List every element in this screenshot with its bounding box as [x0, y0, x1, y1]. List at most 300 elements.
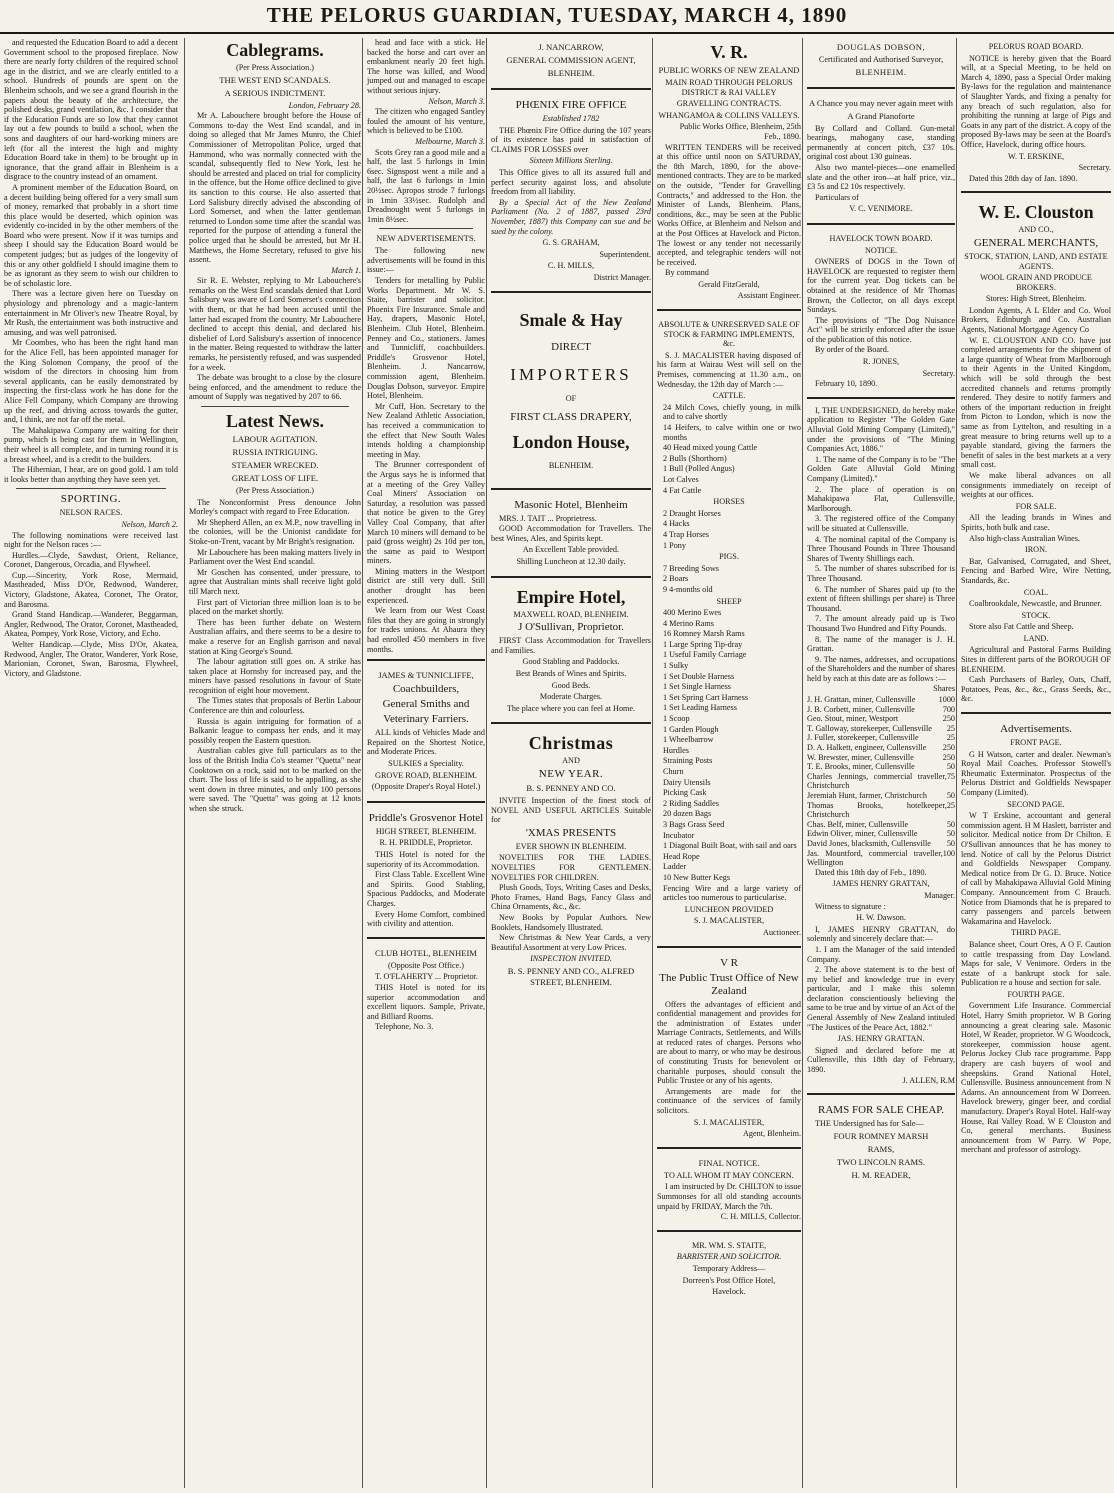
ad-address: Dorreen's Post Office Hotel, — [682, 1275, 776, 1285]
list-item: 1 Pony — [663, 540, 686, 550]
ad-text: By a Special Act of the New Zealand Parliament (No. 2 of 1887, passed 23rd November, 1887) this Company can sue and be sued by the colony. — [491, 197, 651, 236]
ad-text: The place where you can feel at Home. — [506, 703, 636, 713]
divider — [367, 801, 485, 803]
ad-text: 2. The place of operation is on Mahakipawa Flat, Cullensville, Marlborough. — [807, 484, 955, 513]
ad-heading: General Smiths and — [382, 698, 470, 711]
ad-text: EVER SHOWN IN BLENHEIM. — [515, 841, 627, 851]
latest-news-title: Latest News. — [226, 411, 324, 431]
news-paragraph: and requested the Education Board to add a decent Government school to the proposed fireplace. Now there are nearly forty children of the required school age in the district, and we are clearly entitled to a school. Hundreds of pounds are spent on the Blenheim schools, and we see a grand flourish in the papers about the beauty of the architecture, the polished desks, grand ventilation, &c. I consider that if the Education Funds are so low that they cannot lay out a few pounds to build a school, when the sons and daughters of our hard-working miners are left (for all the interest the high and mighty Education Board take in them) to be brought up in ignorance, that the grand affair in Blenheim is a disgrace to the country instead of an ornament. — [4, 38, 178, 182]
ad-priddles-grosvenor-hotel — [367, 808, 485, 932]
ad-golden-gate-company — [807, 404, 955, 1088]
ad-phoenix-fire-office — [491, 95, 651, 286]
ad-text: I, JAMES HENRY GRATTAN, do solemnly and sincerely declare that:— — [807, 924, 955, 944]
news-paragraph: The following nominations were received last night for the Nelson races :— — [4, 530, 178, 550]
ad-text: AND — [562, 756, 580, 766]
divider — [961, 191, 1111, 193]
dateline: Melbourne, March 3. — [415, 136, 485, 146]
shareholder-name: Edwin Oliver, miner, Cullensville — [807, 829, 918, 839]
divider — [657, 946, 801, 948]
ad-signature: JAMES HENRY GRATTAN, — [832, 879, 930, 889]
news-paragraph: Mining matters in the Westport district are still very dull. Still another drought has been experienced. — [367, 566, 485, 605]
ad-text: Offers the advantages of efficient and confidential management and provides for the administration of Estates under Marriage Contracts, Settlements, and Wills at reduced rates of charges. Persons who are about to marry, or who may be desirous of constituting Trusts for benevolent or charitable purposes, should consult the Public Trustee or any of his agents. — [657, 999, 801, 1086]
divider — [367, 659, 485, 661]
ad-text: INVITE Inspection of the finest stock of NOVEL AND USEFUL ARTICLES Suitable for — [491, 796, 651, 825]
ad-james-tunnicliffe — [367, 666, 485, 796]
shareholder-shares: 25 — [946, 800, 955, 810]
ad-text: (Opposite Post Office.) — [387, 960, 465, 970]
news-paragraph: The debate was brought to a close by the closure being enforced, and the amendment to reduce the amount of Supply was negatived by 207 to 66. — [189, 373, 361, 402]
list-item: Churn — [663, 767, 684, 776]
ad-signature: Gerald FitzGerald, — [698, 279, 760, 289]
list-item: 4 Hacks — [663, 519, 690, 529]
divider — [807, 87, 955, 89]
sub-heading: RUSSIA INTRIGUING. — [232, 447, 318, 457]
list-item: 1 Set Double Harness — [663, 671, 735, 681]
ad-text: Good Stabling and Paddocks. — [522, 657, 620, 667]
ad-text: 1. The name of the Company is to be "The Golden Gate Alluvial Gold Mining Company (Limited)." — [807, 454, 955, 483]
ad-auction-sale — [657, 316, 801, 940]
ad-signature: C. H. MILLS, — [547, 261, 595, 271]
list-item — [807, 705, 955, 715]
ad-text: NOTICE is hereby given that the Board will, at a Special Meeting, to be held on March 4, 1890, pass a Special Order making By-laws for the regulation and maintenance of Slaughter Yards, and fixing a penalty for any breach of such regulation, also for prohibiting the running at large of Pigs and Goats in any part of the district. A copy of the proposed By-laws may be seen at the Board's Office, Havelock, during office hours. — [961, 53, 1111, 149]
sub-heading: GREAT LOSS OF LIFE. — [231, 473, 319, 483]
ad-signature: W. T. ERSKINE, — [1007, 151, 1065, 161]
ad-text: Telephone, No. 3. — [375, 1022, 434, 1032]
list-item: 4 Fat Cattle — [663, 485, 702, 495]
ad-public-trust — [657, 953, 801, 1142]
ad-text: 6. The number of Shares paid up (to the extent of fifteen shillings per share) is Three Thousand. — [807, 584, 955, 613]
news-paragraph: Tenders for metalling by Public Works Department. Mr W. S. Staite, barrister and solicitor. Phoenix Fire Insurance. Smale and Hay, drapers, Masonic Hotel, Blenheim. Club Hotel, Blenheim. Penney and Co., stationers. James and Tunnicliff, coachbuilders. Priddle's Grosvenor Hotel, Blenheim. J. Nancarrow, commission agent, Blenheim. Douglas Dobson, surveyor. Empire Hotel, Blenheim. — [367, 276, 485, 401]
ad-text: TWO LINCOLN RAMS. — [836, 1156, 926, 1167]
news-paragraph: Mr Shepherd Allen, an ex M.P., now travelling in the colonies, will be the Unionist candidate for Stoke-on-Trent, vacant by Mr Bright's resignation. — [189, 517, 361, 546]
ad-text: By order of the Board. — [815, 345, 889, 355]
ad-signature: JAS. HENRY GRATTAN. — [837, 1034, 925, 1044]
index-section: FOURTH PAGE. — [1007, 989, 1065, 999]
ad-masonic-hotel — [491, 495, 651, 571]
list-item — [807, 839, 955, 849]
ad-signature: C. H. MILLS, Collector. — [720, 1212, 801, 1222]
ad-text: ALL kinds of Vehicles Made and Repaired on the Shortest Notice, and Moderate Prices. — [367, 728, 485, 757]
ad-text: 1. I am the Manager of the said intended Company. — [807, 944, 955, 964]
list-item: Head Rope — [663, 851, 700, 861]
list-item: 24 Milch Cows, chiefly young, in milk and to calve shortly — [663, 402, 801, 422]
ad-text: Also two mantel-pieces—one enamelled slate and the other iron—at half price, viz., £3 5s and £2 10s respectively. — [807, 162, 955, 192]
ad-heading: FOR SALE. — [1015, 501, 1057, 511]
ad-public-works — [657, 38, 801, 304]
index-text: Balance sheet, Court Ores, A O F. Caution to cattle trespassing from Day Lowland. Maps for sale, V Venimore. Orders in the estate of a bankrupt stock for sale. Publication re a house and section for sale. — [961, 939, 1111, 988]
list-item: Incubator — [663, 830, 695, 840]
ad-signature: S. J. MACALISTER, — [693, 1117, 765, 1127]
list-item: Ladder — [663, 862, 687, 872]
ad-pelorus-road-board — [961, 38, 1111, 186]
news-paragraph: There was a lecture given here on Tuesday on physiology and phrenology and a magic-lantern entertainment in Mr Oliver's new Theatre Royal, by Mr Rush, the entertainment was both instructive and amusing, and was well patronised. — [4, 289, 178, 337]
news-paragraph: The Nonconformist Press denounce John Morley's compact with regard to Free Education. — [189, 497, 361, 517]
ad-text: Public Works Office, Blenheim, 25th Feb., 1890. — [679, 122, 801, 141]
list-item — [807, 695, 955, 705]
list-item: 1 Scoop — [663, 714, 690, 724]
ad-heading: V R — [720, 956, 738, 969]
ad-text: This Office gives to all its assured full and perfect security against loss, and absolute freedom from all liability. — [491, 167, 651, 197]
shareholder-shares: 250 — [942, 752, 955, 762]
list-item — [807, 849, 955, 868]
column-4 — [486, 38, 655, 1488]
ad-heading: GENERAL MERCHANTS, — [973, 236, 1099, 249]
ad-text: New Christmas & New Year Cards, a very Beautiful Assortment at very Low Prices. — [491, 933, 651, 952]
ad-signature: J. ALLEN, R.M — [902, 1075, 955, 1085]
sub-heading: THE WEST END SCANDALS. — [219, 74, 331, 85]
shareholder-list — [807, 695, 955, 868]
list-item: 400 Merino Ewes — [663, 608, 722, 618]
ad-heading: Masonic Hotel, Blenheim — [514, 498, 628, 511]
shareholder-shares: 25 — [946, 733, 955, 743]
ad-text: NOVELTIES FOR THE LADIES. NOVELTIES FOR GENTLEMEN. NOVELTIES FOR CHILDREN. — [491, 853, 651, 882]
ad-text: Good Beds. — [551, 680, 591, 690]
ad-signature: Secretary. — [922, 368, 955, 378]
sub-heading: NELSON RACES. — [59, 508, 123, 518]
news-paragraph: The labour agitation still goes on. A strike has taken place at Hornsby for increased pay, and the miners have passed resolutions in favour of State recognition of eight hour movement. — [189, 657, 361, 695]
divider — [491, 576, 651, 578]
list-item: 1 Garden Plough — [663, 724, 719, 734]
ad-heading: HAVELOCK TOWN BOARD. — [829, 233, 933, 243]
list-item: 1 Bull (Polled Angus) — [663, 464, 735, 474]
masthead: THE PELORUS GUARDIAN, TUESDAY, MARCH 4, 1890 — [0, 0, 1114, 34]
list-item: 20 dozen Bags — [663, 809, 712, 819]
list-item: 1 Sulky — [663, 661, 689, 671]
index-section: THIRD PAGE. — [1011, 928, 1061, 938]
news-paragraph: Cup.—Sincerity, York Rose, Mermaid, Mastheaded, Miss D'Or, Redwood, Wanderer, Victory, Gladstone, Akatea, Coronet, The Orator, and Barosma. — [4, 570, 178, 609]
list-item — [807, 829, 955, 839]
list-item: 4 Trap Horses — [663, 529, 709, 539]
list-item: 16 Romney Marsh Rams — [663, 629, 745, 639]
list-item: 9 4-months old — [663, 584, 713, 594]
shareholder-name: Jeremiah Hunt, farmer, Christchurch — [807, 791, 927, 800]
ad-proprietor: MRS. J. TAIT ... Proprietress. — [499, 513, 597, 523]
ad-address: B. S. PENNEY AND CO., ALFRED STREET, BLENHEIM. — [507, 965, 635, 987]
list-item: Hurdles — [663, 745, 689, 755]
ad-proprietor: R. H. PRIDDLE, Proprietor. — [379, 838, 473, 848]
ad-signature: V. C. VENIMORE. — [849, 204, 913, 214]
ad-heading: Coachbuilders, — [392, 683, 460, 696]
news-paragraph: The Times states that proposals of Berlin Labour Conference are thin and colourless. — [189, 696, 361, 716]
shareholder-name: David Jones, blacksmith, Cullensville — [807, 838, 931, 848]
list-item: Lot Calves — [663, 474, 699, 484]
ad-proprietor: T. O'FLAHERTY ... Proprietor. — [375, 972, 478, 982]
list-item: 2 Riding Saddles — [663, 798, 719, 808]
ad-heading: ABSOLUTE & UNRESERVED SALE OF STOCK & FARMING IMPLEMENTS, &c. — [658, 320, 800, 349]
news-paragraph: Mr Cuff, Hon. Secretary to the New Zealand Athletic Association, has received a communication to the effect that New South Wales intends holding a championship meeting in May. — [367, 401, 485, 459]
index-section: SECOND PAGE. — [1007, 799, 1065, 809]
ad-text: Plush Goods, Toys, Writing Cases and Desks, Photo Frames, Hand Bags, Fancy Glass and China Ornaments, &c., &c. — [491, 883, 651, 912]
ad-heading: NEW YEAR. — [538, 768, 604, 780]
ad-heading: GRAVELLING CONTRACTS. — [676, 99, 782, 109]
list-item: 1 Set Leading Harness — [663, 703, 737, 713]
ad-heading: GENERAL COMMISSION AGENT, — [506, 55, 636, 65]
cablegrams-title: Cablegrams. — [226, 40, 324, 60]
ad-text: THIS Hotel is noted for the superiority of its Accommodation. — [367, 849, 485, 869]
ad-text: Coalbrookdale, Newcastle, and Brunner. — [969, 599, 1102, 609]
list-item: 40 Head mixed young Cattle — [663, 443, 758, 453]
shareholder-name: J. Fuller, storekeeper, Cullensville — [807, 733, 919, 743]
divider — [491, 722, 651, 724]
ad-heading: J. NANCARROW, — [538, 42, 604, 52]
ad-text: The provisions of "The Dog Nuisance Act" will be strictly enforced after the issue of the publication of this notice. — [807, 315, 955, 344]
ad-proprietor: J O'Sullivan, Proprietor. — [518, 621, 624, 634]
news-paragraph: Mr Coombes, who has been the right hand man for the Alice Fell, has been appointed manager for the King Solomon Company, the proof of the wisdom of the directors in choosing him from several applicants, can be easily demonstrated by inspecting the first-class work he has done for the Alice Fell Company, which Company are throwing up the reef, and driving across towards the gutter, and, I think, are not far off the metal. — [4, 338, 178, 425]
list-item: Dairy Utensils — [663, 777, 711, 787]
ad-heading: TO ALL WHOM IT MAY CONCERN. — [664, 1170, 794, 1180]
ad-text: GOOD Accommodation for Travellers. The best Wines, Ales, and Spirits kept. — [491, 524, 651, 543]
column-6 — [802, 38, 959, 1488]
ad-signature: Superintendent. — [599, 249, 651, 259]
ad-address: BLENHEIM. — [548, 461, 594, 471]
ad-text: Agricultural and Pastoral Farms Building Sites in different parts of the BOROUGH OF BLENHEIM. — [961, 645, 1111, 674]
news-paragraph: Welter Handicap.—Clyde, Miss D'Or, Akatea, Redwood, Angler, The Orator, Wanderer, York Rose, Marionian, Coronet, Swan, Barosma, Flywheel, Victory, and Gladstone. — [4, 640, 178, 678]
ad-text: LUNCHEON PROVIDED — [684, 904, 774, 914]
ad-text: 2. The above statement is to the best of my belief and knowledge true in every particular, and I make this solemn declaration conscientiously believing the same to be true and by virtue of an Act of the General Assembly of New Zealand intituled "The Justices of the Peace Act, 1882." — [807, 965, 956, 1032]
ad-text: 9. The names, addresses, and occupations of the Shareholders and the number of shares held by each at this date are as follows :— — [807, 654, 956, 683]
ad-staite-solicitor — [657, 1237, 801, 1301]
index-text: G H Watson, carter and dealer. Newman's Royal Mail Coaches. Professor Stowell's Rheumatic Exterminator. Prospectus of the Pelorus District and Goldfields Newspaper Company (Limited). — [961, 749, 1111, 797]
shareholder-name: D. A. Halkett, engineer, Cullensville — [807, 743, 927, 753]
ad-heading: B. S. PENNEY AND CO. — [526, 783, 616, 793]
ad-text: 8. The name of the manager is J. H. Grattan. — [807, 634, 955, 654]
divider — [201, 406, 349, 407]
list-item — [807, 820, 955, 830]
shareholder-shares: 250 — [942, 743, 955, 753]
section-heading: SPORTING. — [60, 493, 122, 506]
shareholder-name: Chas. Belf, miner, Cullensville — [807, 819, 909, 829]
ad-text: Sixteen Millions Sterling. — [529, 156, 613, 166]
list-item: 1 Set Single Harness — [663, 682, 731, 692]
list-item — [807, 762, 955, 772]
ad-heading: Veterinary Farriers. — [383, 713, 469, 726]
shareholder-name: W. Brewster, miner, Cullensville — [807, 752, 914, 762]
ad-heading: LAND. — [1023, 633, 1049, 643]
ad-nancarrow — [491, 38, 651, 83]
ad-text: OF — [565, 393, 577, 403]
ad-signature: Agent, Blenheim. — [743, 1129, 801, 1139]
list-item: Picking Cask — [663, 788, 707, 798]
shareholder-name: J. H. Grattan, miner, Cullensville — [807, 695, 916, 705]
ad-signature: S. J. MACALISTER, — [693, 916, 765, 926]
ad-address: BLENHEIM. — [547, 68, 595, 78]
news-paragraph: The Hibernian, I hear, are on good gold. I am told it looks better than anything they have seen yet. — [4, 465, 178, 484]
list-heading: SHEEP — [716, 596, 742, 606]
ad-text: Bar, Galvanised, Corrugated, and Sheet, Fencing and Barbed Wire, Wire Netting, Standards, &c. — [961, 556, 1111, 585]
list-item — [807, 772, 955, 791]
shareholder-name: Jas. Mountford, commercial traveller, Wellington — [807, 848, 943, 868]
list-item — [807, 743, 955, 753]
news-paragraph: The Brunner correspondent of the Argus says he is informed that at a meeting of the Grey Valley Coal Miners' Association on Saturday, a resolution was passed that notice be given to the Grey Valley Coal Company, that after March 10 miners will demand to be paid (gross weight) 2s 10d per ton, the same as paid to Westport miners. — [367, 460, 485, 566]
sub-heading: LABOUR AGITATION. — [232, 434, 318, 444]
ad-heading: WOOL GRAIN AND PRODUCE BROKERS. — [980, 273, 1092, 292]
ad-text: W. E. CLOUSTON AND CO. have just completed arrangements for the shipment of a large quantity of Wheat from Marlborough to their Agents in the United Kingdom, which will be sold through the best accredited channels and returns promptly rendered. They desire to notify farmers and others of the important reduction in freight from Picton to London, which is now the same as from Lyttelton, and resulting in a great measure to bring returns well up to a payable standard, giving the farmers the benefit of sales in the best markets at a very small cost. — [961, 335, 1111, 470]
ad-text: Signed and declared before me at Cullensville, this 18th day of February, 1890. — [807, 1045, 955, 1075]
news-paragraph: Hurdles.—Clyde, Sawdust, Orient, Reliance, Coronet, Dangerous, Orcadia, and Flywheel. — [4, 550, 178, 570]
ad-empire-hotel — [491, 583, 651, 718]
list-item: Fencing Wire and a large variety of articles too numerous to particularise. — [663, 883, 801, 903]
ad-heading: PUBLIC WORKS OF NEW ZEALAND — [658, 65, 800, 75]
ad-heading: DOUGLAS DOBSON, — [836, 42, 926, 52]
ad-text: Established 1782 — [542, 114, 600, 123]
shareholder-name: T. E. Brooks, miner, Cullensville — [807, 762, 915, 772]
ad-heading: Christmas — [528, 733, 614, 754]
ad-text: FIRST CLASS DRAPERY, — [510, 411, 632, 424]
ad-signature: R. JONES, — [862, 357, 900, 367]
ad-address: BLENHEIM. — [855, 66, 907, 77]
ad-heading: STOCK. — [1021, 610, 1051, 620]
news-paragraph: We learn from our West Coast files that they are going in strongly for trades unions. At Ahaura they had enrolled 450 members in five months. — [367, 606, 485, 654]
ad-text: Arrangements are made for the continuance of the services of family solicitors. — [657, 1086, 801, 1116]
divider — [16, 488, 166, 489]
dateline: Nelson, March 2. — [121, 519, 178, 529]
news-paragraph: First part of Victorian three million loan is to be placed on the market shortly. — [189, 597, 361, 617]
ad-text: Particulars of — [815, 192, 859, 202]
ad-address: Stores: High Street, Blenheim. — [985, 294, 1087, 304]
ad-text: I, THE UNDERSIGNED, do hereby make application to Register "The Golden Gate Alluvial Gold Mining Company (Limited)," under the provisions of "The Mining Companies Act, 1886." — [807, 405, 955, 454]
ad-heading: NOTICE. — [864, 245, 898, 255]
list-item — [807, 801, 955, 820]
ad-text: An Excellent Table provided. — [522, 545, 620, 555]
ad-text: Temporary Address— — [692, 1263, 766, 1273]
column-2 — [184, 38, 365, 1488]
news-paragraph: head and face with a stick. He backed the horse and cart over an embankment nearly 20 feet high. The horse was killed, and Wood jumped out and managed to escape without serious injury. — [367, 38, 485, 95]
press-credit: (Per Press Association.) — [235, 486, 314, 495]
news-paragraph: The Mahakipawa Company are waiting for their pump, which is being cast for them in Wellington, their wheel is all complete, and in turning round it is a breast wheel, and is a credit to the builders. — [4, 425, 178, 464]
ad-rams-for-sale — [807, 1100, 955, 1185]
dateline: March 1. — [331, 265, 361, 275]
ad-heading: V. R. — [710, 42, 748, 62]
ad-text: S. J. MACALISTER having disposed of his farm at Wairau West will sell on the Premises, commencing at 11.30 a.m., on Wednesday, the 12th day of March :— — [657, 350, 801, 389]
ad-douglas-dobson — [807, 38, 955, 82]
shareholder-name: T. Galloway, storekeeper, Cullensville — [807, 723, 932, 733]
divider — [657, 1230, 801, 1232]
ad-text: London Agents, A L Elder and Co. Wool Brokers, Edinburgh and Co. Australian Agents, National Mortgage Agency Co — [961, 305, 1111, 335]
ad-final-notice — [657, 1154, 801, 1225]
ad-text: 4. The nominal capital of the Company is Three Thousand Pounds in Three Thousand Shares of Twenty Shillings each. — [807, 534, 955, 563]
ad-signature: H. M. READER, — [851, 1169, 911, 1180]
ad-text: THIS Hotel is noted for its superior accommodation and excellent liquors. Sample, Private, and Billiard Rooms. — [367, 982, 485, 1021]
ad-text: Every Home Comfort, combined with civility and attention. — [367, 909, 485, 929]
ad-clouston — [961, 198, 1111, 707]
news-paragraph: Grand Stand Handicap.—Wanderer, Beggarman, Angler, Redwood, The Orator, Coronet, Mastheaded, Akatea, Pompey, York Rose, Victory, and Echo. — [4, 610, 178, 639]
list-heading: CATTLE. — [712, 391, 746, 401]
news-paragraph: A prominent member of the Education Board, on a decent building being offered for a very small sum of money, remarked that probably in a short time this place would be deserted, which opinion was evidently co-incided in by the other members of the Board who were present. Now if it was turnips and sheep I should say the Education Board would be competent judges; but as judges of the longevity of this or any other goldfield I should imagine them to be as ignorant as they seem to wish our children to be of scholastic lore. — [4, 182, 178, 288]
list-item: 1 Set Spring Cart Harness — [663, 692, 749, 702]
ad-text: RAMS, — [867, 1143, 895, 1154]
news-paragraph: Scots Grey ran a good mile and a half, the last 5 furlongs in 1min 6sec. Signspost went a mile and a half, the last 6 furlongs in 1min 20½sec. Apropos strode 7 furlongs in 1min 33½sec. Rudolph and Dreadnought went 5 furlongs in 1min 8½sec. — [367, 147, 485, 224]
ad-heading: COAL. — [1023, 587, 1049, 597]
list-item — [807, 753, 955, 763]
shareholder-shares: 50 — [946, 838, 955, 848]
list-item: 3 Bags Grass Seed — [663, 819, 725, 829]
ad-heading: PELORUS ROAD BOARD. — [988, 42, 1084, 51]
section-heading: NEW ADVERTISEMENTS. — [376, 233, 476, 244]
ad-text: Store also Fat Cattle and Sheep. — [969, 622, 1074, 632]
ad-heading: CLUB HOTEL, BLENHEIM — [375, 947, 477, 958]
list-item: 1 Large Spring Tip-dray — [663, 639, 743, 649]
ad-text: All the leading brands in Wines and Spirits, both bulk and case. — [961, 513, 1111, 532]
column-3 — [362, 38, 489, 1488]
list-item: 10 New Butter Kegs — [663, 872, 731, 882]
ad-text: FIRST Class Accommodation for Travellers and Families. — [491, 636, 651, 655]
divider — [807, 223, 955, 225]
ad-signature: Manager. — [924, 890, 955, 900]
divider — [491, 291, 651, 293]
ad-text: Cash Purchasers of Barley, Oats, Chaff, Potatoes, Peas, &c., &c., Grass Seeds, &c., &c. — [961, 675, 1111, 704]
news-paragraph: The citizen who engaged Santley fouled the amount of his venture, which is believed to be £100. — [367, 107, 485, 136]
divider — [491, 88, 651, 90]
ad-text: 3. The registered office of the Company will be situated at Cullensville. — [807, 514, 955, 533]
ad-text: WRITTEN TENDERS will be received at this office until noon on SATURDAY, the 8th March, 1890, for the above-mentioned contracts. They are to be marked on the outside, "Tender for Gravelling Contracts," and addressed to the Hon. the Minister of Lands, Blenheim. Plans, conditions, &c., may be seen at the Public Works Office, at Blenheim and Nelson and at the Post Offices at Havelock and Picton. The lowest or any tender not necessarily accepted, and telegraphic tenders will not be received. — [657, 142, 801, 267]
ad-heading: Priddle's Grosvenor Hotel — [368, 811, 484, 824]
divider — [807, 1093, 955, 1095]
ad-text: THE Undersigned has for Sale— — [815, 1119, 924, 1129]
ad-penney-christmas — [491, 729, 651, 992]
shareholder-shares: 50 — [946, 791, 955, 800]
ad-text: FOUR ROMNEY MARSH — [833, 1130, 929, 1141]
ad-text: DIRECT — [551, 340, 591, 353]
shareholder-shares: 50 — [946, 829, 955, 839]
ad-text: Best Brands of Wines and Spirits. — [515, 669, 627, 679]
ad-heading: 'XMAS PRESENTS — [525, 826, 617, 839]
ad-heading: The Public Trust Office of New Zealand — [659, 971, 799, 997]
shareholder-shares: 50 — [946, 819, 955, 829]
list-item: 14 Heifers, to calve within one or two months — [663, 423, 801, 442]
ad-club-hotel — [367, 944, 485, 1035]
ad-address: GROVE ROAD, BLENHEIM. — [375, 770, 477, 780]
ad-heading: A Grand Pianoforte — [847, 110, 915, 121]
news-paragraph: Australian cables give full particulars as to the loss of the British India Co's steamer "Quetta" near Cooktown on a rock, said not to be marked on the chart. The loss of life is said to be appalling, as she went down in three minutes, and only 100 persons were saved. The "Quetta" was going at 12 knots when she struck. — [189, 746, 361, 813]
ad-heading: IMPORTERS — [510, 364, 632, 384]
ad-heading: BARRISTER AND SOLICITOR. — [676, 1252, 782, 1262]
index-text: Government Life Insurance. Commercial Hotel, Harry Smith proprietor. W B Goring announcing a great clearing sale. Masonic Hotel, W Reader, proprietor. W G Woodcock, storekeeper, commission house agent. Pelorus Jockey Club race programme. Papp drapery are cash buyers of wool and sheepskins. Grand National Hotel, Cullensville. Business announcement from N Adams. An announcement from W Dorreen. Havelock brewery, ginger beer, and cordial manufactory. Draper's Royal Hotel. Half-way House, Rai Valley Road. W E Clouston and Co, general merchants. Business announcement from W Parry. W Pope, merchant and professor of astrology. — [961, 1001, 1111, 1155]
advertisements-index — [961, 719, 1111, 1158]
shareholder-shares: 700 — [942, 704, 955, 714]
ad-heading: Smale & Hay — [519, 309, 623, 330]
list-item: 1 Useful Family Carriage — [663, 650, 747, 660]
ad-text: 5. The number of shares subscribed for is Three Thousand. — [807, 564, 955, 583]
ad-signature: G. S. GRAHAM, — [542, 238, 600, 248]
list-item: 1 Wheelbarrow — [663, 735, 714, 745]
news-paragraph: Russia is again intriguing for formation of a Balkanic league to compass her ends, and it may possibly reopen the Eastern question. — [189, 716, 361, 745]
column-1 — [4, 38, 182, 1488]
ad-text: THE Phœnix Fire Office during the 107 years of its existence has paid in satisfaction of CLAIMS FOR LOSSES over — [491, 125, 651, 154]
shareholder-name: J. B. Corbett, miner, Cullensville — [807, 704, 915, 714]
ad-heading: W. E. Clouston — [978, 202, 1094, 223]
divider — [379, 228, 473, 229]
news-paragraph: Sir R. E. Webster, replying to Mr Labouchere's remarks on the West End scandals denied that Lord Salisbury was aware of Lord Somerset's connection with them, or that he had been accused until the latter had escaped from the country. Mr Labouchere declined to accept this denial, and declared his disbelief of Lord Salisbury's assertion of innocence in the matter. Being requested to withdraw the latter remarks, he persistently refused, and was suspended for a week. — [189, 276, 361, 372]
ad-heading: RAMS FOR SALE CHEAP. — [818, 1104, 944, 1117]
ad-text: Also high-class Australian Wines. — [969, 533, 1080, 543]
ad-text: Shilling Luncheon at 12.30 daily. — [516, 557, 626, 567]
list-item — [807, 733, 955, 743]
shareholder-shares: 50 — [946, 762, 955, 772]
shareholder-name: Charles Jennings, commercial traveller, Christchurch — [807, 771, 947, 791]
news-paragraph: Mr A. Labouchere brought before the House of Commons to-day the West End scandal, and in doing so alleged that Mr James Munro, the Chief Commissioner of Metropolitan Police, urged that Hammond, who was normally connected with the scandal, subsequently fled to New York, lest he should be arrested and placed on trial for complicity in the offence, but the Home office declined to give its sanction to this course. He also asserted that Lord Salisbury directly advised the absconding of Lord Somerset, and when the latter gentleman returned to London some time after the scandal was reported for the purpose of attending a funeral the police urged that he should be arrested, but Mr H. Matthews, the Home Secretary, refused to give his assent. — [189, 111, 361, 265]
ad-text: By Collard and Collard. Gun-metal bearings, mahogany case, standing permanently at concert pitch, £37 10s. original cost about 130 guineas. — [807, 123, 955, 162]
ad-havelock-town-board — [807, 230, 955, 392]
list-heading: PIGS. — [719, 552, 739, 562]
shareholder-shares: 25 — [946, 723, 955, 733]
news-paragraph: Mr Labouchere has been making matters lively in Parliament over the West End scandal. — [189, 547, 361, 567]
ad-signature: Assistant Engineer. — [737, 291, 801, 301]
list-item: 7 Breeding Sows — [663, 563, 719, 573]
ad-date: February 10, 1890. — [815, 379, 878, 389]
shareholder-shares: 75 — [946, 771, 955, 781]
ad-heading: MR. WM. S. STAITE, — [691, 1240, 767, 1250]
ad-date: Dated this 18th day of Feb., 1890. — [815, 867, 927, 877]
